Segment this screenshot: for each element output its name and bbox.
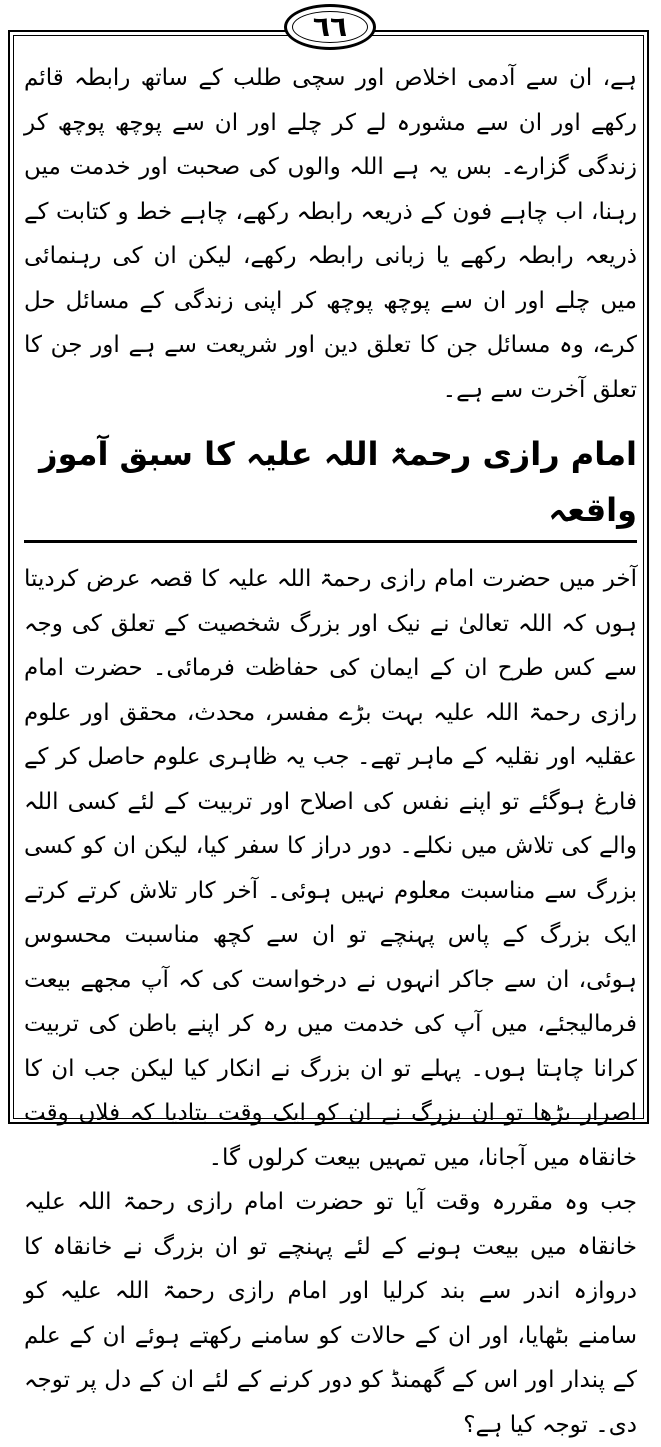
paragraph-conclusion: جب وہ مقررہ وقت آیا تو حضرت امام رازی رحمۃ اللہ علیہ خانقاہ میں بیعت ہونے کے لئے پہنچے تو ان بزرگ نے خانقاہ کا دروازہ اندر سے بند کرلیا اور امام رازی رحمۃ اللہ علیہ کو سامنے بٹھایا، اور ان کے حالات کو سامنے رکھتے ہوئے ان کے علم کے پندار اور اس کے گھمنڈ کو دور کرنے کے لئے ان کے دل پر توجہ دی۔ توجہ کیا ہے؟ [24,1189,637,1438]
page-number-badge [284,4,376,50]
page-content [24,56,637,1438]
section-heading-wrap [24,426,637,543]
page-number: ٦٦ [312,10,348,43]
paragraph-story: آخر میں حضرت امام رازی رحمۃ اللہ علیہ کا قصہ عرض کردیتا ہوں کہ اللہ تعالیٰ نے نیک اور بزرگ شخصیت کے تعلق کی وجہ سے کس طرح ان کے ایمان کی حفاظت فرمائی۔ حضرت امام رازی رحمۃ اللہ علیہ بہت بڑے مفسر، محدث، محقق اور علوم عقلیہ اور نقلیہ کے ماہر تھے۔ جب یہ ظاہری علوم حاصل کر کے فارغ ہوگئے تو اپنے نفس کی اصلاح اور تربیت کے لئے کسی اللہ والے کی تلاش میں نکلے۔ دور دراز کا سفر کیا، لیکن ان کو کسی بزرگ سے مناسبت معلوم نہیں ہوئی۔ آخر کار تلاش کرتے کرتے ایک بزرگ کے پاس پہنچے تو ان سے کچھ مناسبت محسوس ہوئی، ان سے جاکر انہوں نے درخواست کی کہ آپ مجھے بیعت فرمالیجئے، میں آپ کی خدمت میں رہ کر اپنے باطن کی تربیت کرانا چاہتا ہوں۔ پہلے تو ان بزرگ نے انکار کیا لیکن جب ان کا اصرار بڑھا تو ان بزرگ نے ان کو ایک وقت بتادیا کہ فلاں وقت خانقاہ میں آجانا، میں تمہیں بیعت کرلوں گا۔ [24,566,637,1171]
paragraph-intro: ہے، ان سے آدمی اخلاص اور سچی طلب کے ساتھ رابطہ قائم رکھے اور ان سے مشورہ لے کر چلے اور ان سے پوچھ پوچھ کر زندگی گزارے۔ بس یہ ہے اللہ والوں کی صحبت اور خدمت میں رہنا، اب چاہے فون کے ذریعہ رابطہ رکھے، چاہے خط و کتابت کے ذریعہ رابطہ رکھے یا زبانی رابطہ رکھے، لیکن ان کی رہنمائی میں چلے اور ان سے پوچھ پوچھ کر اپنی زندگی کے مسائل حل کرے، وہ مسائل جن کا تعلق دین اور شریعت سے ہے اور جن کا تعلق آخرت سے ہے۔ [24,65,637,403]
section-heading: امام رازی رحمۃ اللہ علیہ کا سبق آموز واقعہ [24,426,637,543]
